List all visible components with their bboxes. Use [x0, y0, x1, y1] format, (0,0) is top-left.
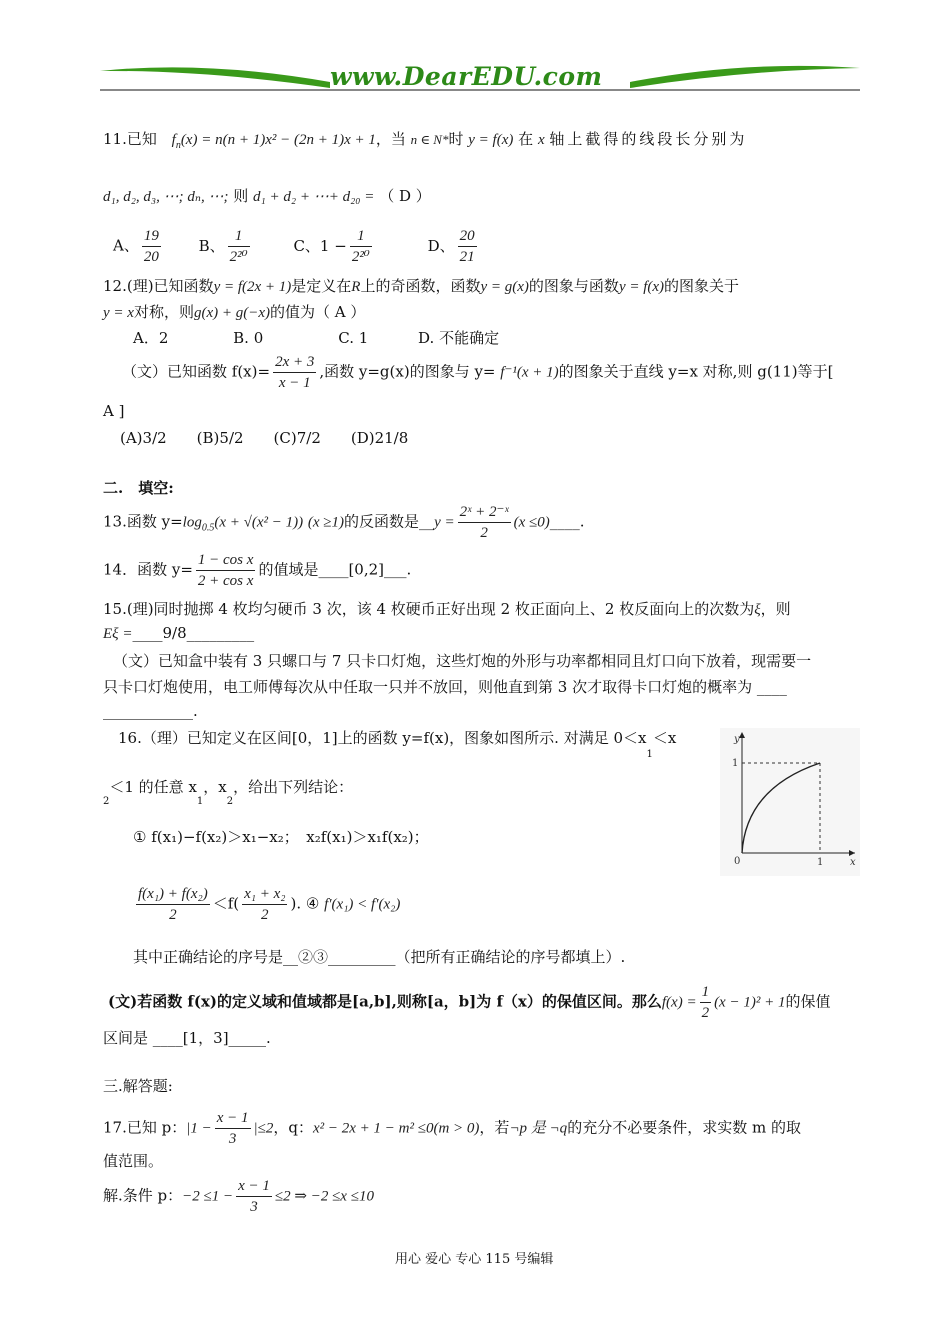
- q11-option-c-den: 2²⁰: [351, 249, 370, 265]
- q16-text: 16.（理）已知定义在区间[0，1]上的函数 y=f(x)，图象如图所示. 对满足 0＜x: [118, 729, 647, 747]
- q16-c3-frac: [136, 884, 210, 925]
- q16-c3-frac2: [242, 884, 287, 925]
- q11-x: x: [537, 132, 545, 148]
- q11-option-b-den: 2²⁰: [229, 249, 248, 265]
- q12-R: R: [351, 279, 361, 295]
- q11-line1: 11.已知 $f_n(x) = n(n + 1)x^2 - (2n + 1)x + 1$，当 n ∈ N*时 y = f(x) 在 x 轴上截得的线段长分别为: [103, 130, 748, 151]
- q11-line2: [103, 185, 431, 206]
- q17-sol-den: 3: [250, 1199, 258, 1215]
- q17-sol-frac: [236, 1176, 272, 1217]
- q15-tail: ，则: [760, 600, 791, 618]
- q16-wen-tail: 的保值: [785, 992, 831, 1011]
- q17-line1: [103, 1108, 801, 1149]
- q16-wen-f: f(x) =: [661, 994, 697, 1011]
- q17-line2: 值范围。: [103, 1152, 164, 1170]
- q11-option-b-frac: [228, 226, 250, 267]
- section-3-title: 三.解答题:: [103, 1077, 173, 1095]
- q11-option-b: B、: [198, 236, 225, 255]
- q16-graph-x-label: x: [850, 857, 856, 868]
- q16-c4: f′(x₁) < f′(x₂): [324, 896, 401, 913]
- q12-prefix: 12.(理)已知函数: [103, 277, 214, 295]
- q16-line1: [118, 727, 676, 760]
- q11-option-a: A、: [113, 236, 139, 255]
- q13-log: log: [182, 514, 202, 531]
- q12-t2: 上的奇函数，函数: [360, 277, 481, 295]
- q12-wen-mid: ,函数 y=g(x)的图象与 y=: [319, 362, 496, 381]
- q15-xi: ξ: [754, 602, 761, 618]
- q11-option-c: C、1 −: [293, 236, 347, 255]
- q13-mid: 的反函数是__: [344, 512, 435, 531]
- q11-option-a-den: 20: [143, 249, 159, 265]
- q11-ze: 则: [233, 187, 249, 205]
- q16-c3-num2: x₁ + x₂: [242, 884, 287, 905]
- q17-sol-right: ≤2 ⇒ −2 ≤x ≤10: [274, 1188, 374, 1205]
- q12-wen-num: 2x + 3: [273, 352, 316, 373]
- footer: 用心 爱心 专心 115 号编辑: [395, 1252, 554, 1267]
- q12-line1: [103, 275, 739, 296]
- q11-option-c-num: 1: [350, 226, 372, 247]
- q12-line2-f: y = x: [103, 305, 134, 321]
- q12-t4: 的图象关于: [664, 277, 740, 295]
- q12-options: A．2 B. 0 C. 1 D. 不能确定: [133, 329, 500, 347]
- q12-wen-line2: A ]: [103, 402, 125, 420]
- q17-p-num: x − 1: [215, 1108, 251, 1129]
- q11-prefix: 11.已知: [103, 130, 157, 148]
- q17-sol-prefix: 解.条件 p：: [103, 1186, 183, 1205]
- q16-graph: [720, 728, 860, 876]
- q13-tail: ____.: [549, 512, 585, 531]
- q13-ans-frac: [458, 502, 511, 543]
- q16-wen-den: 2: [701, 1005, 710, 1021]
- q14-num: 1 − cos x: [196, 550, 256, 571]
- q11-tail2: 轴上截得的线段长分别为: [549, 130, 748, 148]
- q16-c3-num: f(x₁) + f(x₂): [136, 884, 210, 905]
- q12-line2-t2: 的值为（ A ）: [270, 303, 366, 321]
- q13-ans-y: y =: [434, 514, 455, 531]
- q14-prefix: 14．函数 y=: [103, 560, 193, 579]
- q15-text: 15.(理)同时抛掷 4 枚均匀硬币 3 次，该 4 枚硬币正好出现 2 枚正面向上、2 枚反面向上的次数为: [103, 600, 755, 618]
- header-logo: www.DearEDU.com: [330, 62, 603, 91]
- q16-line2: [103, 776, 353, 807]
- q12-wen-den: x − 1: [278, 375, 311, 391]
- q13-ans-num: 2ˣ + 2⁻ˣ: [458, 502, 511, 523]
- q17-tail: 的充分不必要条件，求实数 m 的取: [567, 1118, 801, 1137]
- q17-p-frac: [215, 1108, 251, 1149]
- q11-tail: 在: [518, 130, 534, 148]
- q16-c3-tail: ). ④: [290, 894, 320, 913]
- q16-sub1: 1: [646, 749, 653, 760]
- q11-time: 时: [448, 130, 464, 148]
- q17-mid: ，若: [479, 1118, 510, 1137]
- q11-sum: d₁ + d₂ + ⋯+ d₂₀ =: [253, 189, 375, 205]
- q17-p-den: 3: [228, 1131, 237, 1147]
- q14-tail: 的值域是____[0,2]___.: [258, 560, 412, 579]
- q13-log-base: 0.5: [201, 522, 215, 534]
- q12-wen-inv: f⁻¹(x + 1): [500, 364, 559, 381]
- q12-wen-frac: [273, 352, 316, 393]
- section-2-title: 二. 填空:: [103, 479, 174, 497]
- q16-c3-den: 2: [169, 907, 177, 923]
- q12-wen-line1: [122, 352, 833, 393]
- q16-tail: ＜x: [652, 729, 677, 747]
- q15-wen-line2: 只卡口灯炮使用，电工师傅每次从中任取一只并不放回，则他直到第 3 次才取得卡口灯炮的概率为 ____: [103, 678, 787, 696]
- q16-conclusions-1-2: ① f(x₁)−f(x₂)＞x₁−x₂； x₂f(x₁)＞x₁f(x₂)；: [133, 828, 429, 846]
- q15-expectation: Eξ =: [103, 626, 133, 642]
- q14: [103, 550, 411, 591]
- q13-cond: (x ≥1): [307, 514, 345, 531]
- q11-formula: (x) = n(n + 1)x² − (2n + 1)x + 1: [180, 132, 376, 148]
- q11-seq: d₁, d₂, d₃, ⋯; dₙ, ⋯;: [103, 189, 229, 205]
- q12-line2-t: 对称，则: [133, 303, 194, 321]
- q12-f2: y = g(x): [480, 279, 529, 295]
- q16-wen-expr: (x − 1)² + 1: [714, 994, 786, 1011]
- q11-func: y = f(x): [468, 132, 514, 148]
- q11-f: f: [171, 132, 176, 148]
- q15-answer: ____9/8_________: [132, 624, 255, 642]
- q12-wen-options: (A)3/2 (B)5/2 (C)7/2 (D)21/8: [120, 429, 409, 447]
- q17-sol-left: −2 ≤1 −: [182, 1188, 234, 1205]
- q17-neg: ¬p 是 ¬q: [509, 1120, 568, 1137]
- q17-p-left: |1 −: [186, 1120, 212, 1137]
- q11-option-d-den: 21: [459, 249, 475, 265]
- q11-option-d-num: 20: [458, 226, 477, 247]
- q16-c3-lt: ＜f(: [212, 894, 240, 913]
- q16-line2-sub: 2: [103, 796, 110, 807]
- q13-ans-cond: (x ≤0): [513, 514, 550, 531]
- q15-line2: [103, 624, 254, 643]
- q12-t3: 的图象与函数: [528, 277, 619, 295]
- q16-wen-line1: [108, 982, 830, 1023]
- q12-line2: [103, 301, 365, 322]
- q16-graph-one-y: 1: [732, 758, 739, 769]
- q14-frac: [196, 550, 256, 591]
- q14-den: 2 + cos x: [197, 573, 254, 589]
- q13-ans-den: 2: [480, 525, 488, 541]
- q13-arg: (x + √(x² − 1)): [214, 514, 304, 531]
- q16-line2-mid: ，x: [203, 778, 227, 796]
- q17-solution: [103, 1176, 374, 1217]
- q15-wen-line3: ____________.: [103, 702, 198, 720]
- q17-q-expr: x² − 2x + 1 − m² ≤0(m > 0): [312, 1120, 480, 1137]
- q12-f1: y = f(2x + 1): [213, 279, 292, 295]
- q16-graph-origin: 0: [734, 856, 741, 867]
- q15-wen-line1: （文）已知盒中装有 3 只螺口与 7 只卡口灯炮，这些灯炮的外形与功率都相同且灯口向下放着，现需要一: [113, 652, 812, 670]
- q11-cond: n ∈ N*: [410, 132, 449, 147]
- q11-when: ，当: [375, 130, 406, 148]
- q11-option-b-num: 1: [228, 226, 250, 247]
- q16-graph-one-x: 1: [817, 857, 824, 868]
- q11-answer: （ D ）: [379, 187, 431, 205]
- q16-conclusions-3-4: [133, 884, 400, 925]
- q12-t1: 是定义在: [291, 277, 352, 295]
- q16-wen-frac: [700, 982, 712, 1023]
- q12-wen-tail: 的图象关于直线 y=x 对称,则 g(11)等于[: [558, 362, 834, 381]
- q17-sol-num: x − 1: [236, 1176, 272, 1197]
- q15-line1: [103, 598, 791, 619]
- q16-wen-num: 1: [700, 982, 712, 1003]
- q11-option-c-frac: [350, 226, 372, 267]
- q16-line2-tail: ，给出下列结论：: [233, 778, 354, 796]
- q17-prefix: 17.已知 p：: [103, 1118, 187, 1137]
- q11-options: [113, 226, 480, 267]
- q16-wen-prefix: (文)若函数 f(x)的定义域和值域都是[a,b],则称[a，b]为 f（x）的保值区间。那么: [108, 992, 662, 1011]
- q13: [103, 502, 585, 543]
- q16-c3-den2: 2: [261, 907, 269, 923]
- q16-wen-line2: 区间是 ____[1，3]_____.: [103, 1029, 271, 1047]
- q11-option-d: D、: [427, 236, 455, 255]
- q12-f3: y = f(x): [618, 279, 665, 295]
- q11-option-a-frac: [142, 226, 161, 267]
- q16-line2: ＜1 的任意 x: [109, 778, 197, 796]
- q17-p-right: |≤2: [253, 1120, 274, 1137]
- q12-line2-f2: g(x) + g(−x): [193, 305, 270, 321]
- q12-wen-prefix: （文）已知函数 f(x)=: [122, 362, 271, 381]
- q16-line2-s1: 1: [196, 796, 204, 807]
- q16-answer: 其中正确结论的序号是__②③_________（把所有正确结论的序号都填上）.: [133, 948, 626, 966]
- q13-prefix: 13.函数 y=: [103, 512, 183, 531]
- q16-graph-y-label: y: [734, 734, 740, 745]
- q11-option-d-frac: [458, 226, 477, 267]
- q16-line2-s2: 2: [226, 796, 234, 807]
- q17-q-label: ，q：: [273, 1118, 313, 1137]
- q11-option-a-num: 19: [142, 226, 161, 247]
